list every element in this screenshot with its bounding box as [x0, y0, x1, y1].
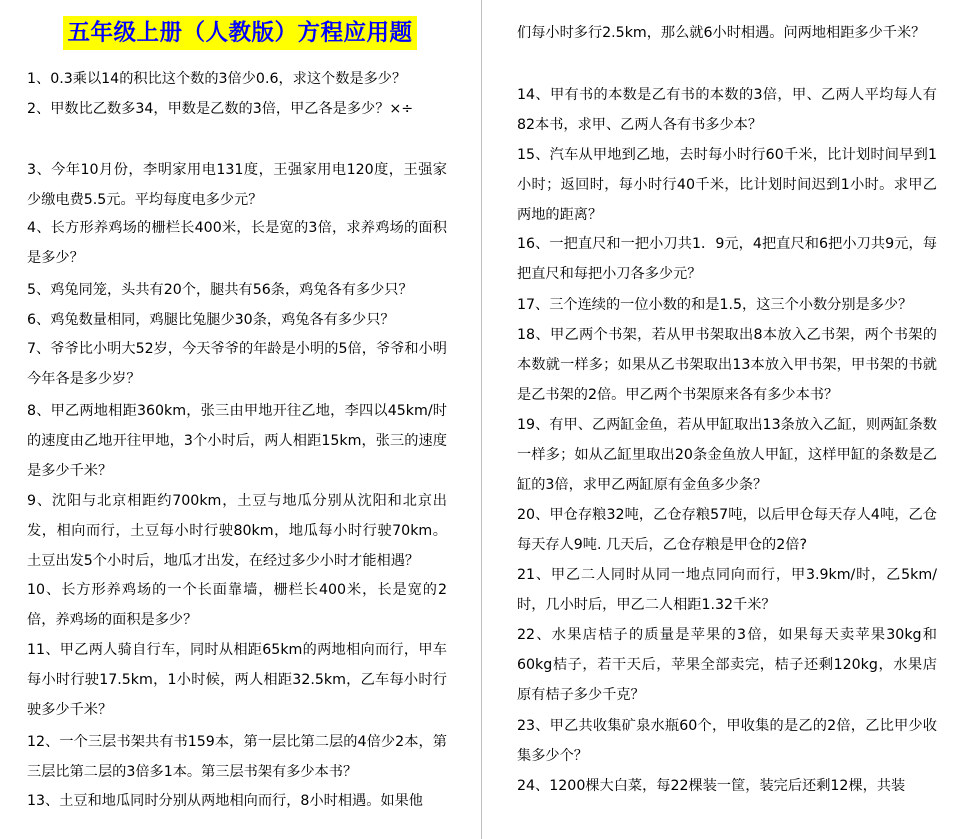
question-12: 12、一个三层书架共有书159本，第一层比第二层的4倍少2本，第三层比第二层的3倍多1本。第三层书架有多少本书？ [27, 734, 447, 781]
question-2: 2、甲数比乙数多34，甲数是乙数的3倍，甲乙各是多少？×÷ [27, 101, 414, 117]
question-1: 1、0.3乘以14的积比这个数的3倍少0.6，求这个数是多少？ [27, 71, 407, 87]
question-18: 18、甲乙两个书架，若从甲书架取出8本放入乙书架，两个书架的本数就一样多；如果从乙书架取出13本放入甲书架，甲书架的书就是乙书架的2倍。甲乙两个书架原来各有多少本书？ [517, 327, 937, 404]
question-6: 6、鸡兔数量相同，鸡腿比兔腿少30条，鸡兔各有多少只？ [27, 312, 395, 328]
question-17: 17、三个连续的一位小数的和是1.5，这三个小数分别是多少？ [517, 297, 913, 313]
question-16: 16、一把直尺和一把小刀共1．9元，4把直尺和6把小刀共9元，每把直尺和每把小刀各多少元？ [517, 236, 937, 283]
question-8: 8、甲乙两地相距360km，张三由甲地开往乙地，李四以45km/时的速度由乙地开往甲地，3个小时后，两人相距15km，张三的速度是多少千米？ [27, 403, 447, 480]
question-4: 4、长方形养鸡场的栅栏长400米，长是宽的3倍，求养鸡场的面积是多少？ [27, 220, 447, 267]
question-23: 23、甲乙共收集矿泉水瓶60个，甲收集的是乙的2倍，乙比甲少收集多少个？ [517, 718, 937, 765]
question-9: 9、沈阳与北京相距约700km，土豆与地瓜分别从沈阳和北京出发，相向而行，土豆每小时行驶80km，地瓜每小时行驶70km。土豆出发5个小时后，地瓜才出发，在经过多少小时才能相遇？ [27, 493, 447, 570]
question-24: 24、1200棵大白菜，每22棵装一筐，装完后还剩12棵，共装 [517, 778, 906, 794]
question-5: 5、鸡兔同笼，头共有20个，腿共有56条，鸡兔各有多少只？ [27, 282, 413, 298]
question-21: 21、甲乙二人同时从同一地点同向而行，甲3.9km/时，乙5km/时，几小时后，甲乙二人相距1.32千米？ [517, 567, 937, 614]
column-divider [481, 0, 482, 839]
question-19: 19、有甲、乙两缸金鱼，若从甲缸取出13条放入乙缸，则两缸条数一样多；如从乙缸里取出20条金鱼放人甲缸，这样甲缸的条数是乙缸的3倍，求甲乙两缸原有金鱼多少条？ [517, 417, 937, 494]
question-15: 15、汽车从甲地到乙地，去时每小时行60千米，比计划时间早到1小时；返回时，每小时行40千米，比计划时间迟到1小时。求甲乙两地的距离？ [517, 147, 937, 224]
question-14: 14、甲有书的本数是乙有书的本数的3倍，甲、乙两人平均每人有82本书，求甲、乙两人各有书多少本？ [517, 87, 937, 134]
title-container [30, 16, 450, 50]
question-10: 10、长方形养鸡场的一个长面靠墙，栅栏长400米，长是宽的2倍，养鸡场的面积是多少？ [27, 582, 447, 629]
question-20: 20、甲仓存粮32吨，乙仓存粮57吨，以后甲仓每天存人4吨，乙仓每天存人9吨. 几天后，乙仓存粮是甲仓的2倍? [517, 507, 937, 554]
question-13: 13、土豆和地瓜同时分别从两地相向而行，8小时相遇。如果他 [27, 793, 423, 809]
question-22: 22、水果店桔子的质量是苹果的3倍，如果每天卖苹果30kg和60kg桔子，若干天后，苹果全部卖完，桔子还剩120kg，水果店原有桔子多少千克？ [517, 627, 937, 704]
question-3: 3、今年10月份，李明家用电131度，王强家用电120度，王强家少缴电费5.5元。平均每度电多少元？ [27, 162, 447, 209]
question-13-continued: 们每小时多行2.5km，那么就6小时相遇。问两地相距多少千米？ [517, 25, 926, 41]
question-7: 7、爷爷比小明大52岁，今天爷爷的年龄是小明的5倍，爷爷和小明今年各是多少岁？ [27, 341, 447, 388]
worksheet-title: 五年级上册（人教版）方程应用题 [63, 16, 416, 50]
question-11: 11、甲乙两人骑自行车，同时从相距65km的两地相向而行，甲车每小时行驶17.5km，1小时候，两人相距32.5km，乙车每小时行驶多少千米？ [27, 642, 447, 719]
